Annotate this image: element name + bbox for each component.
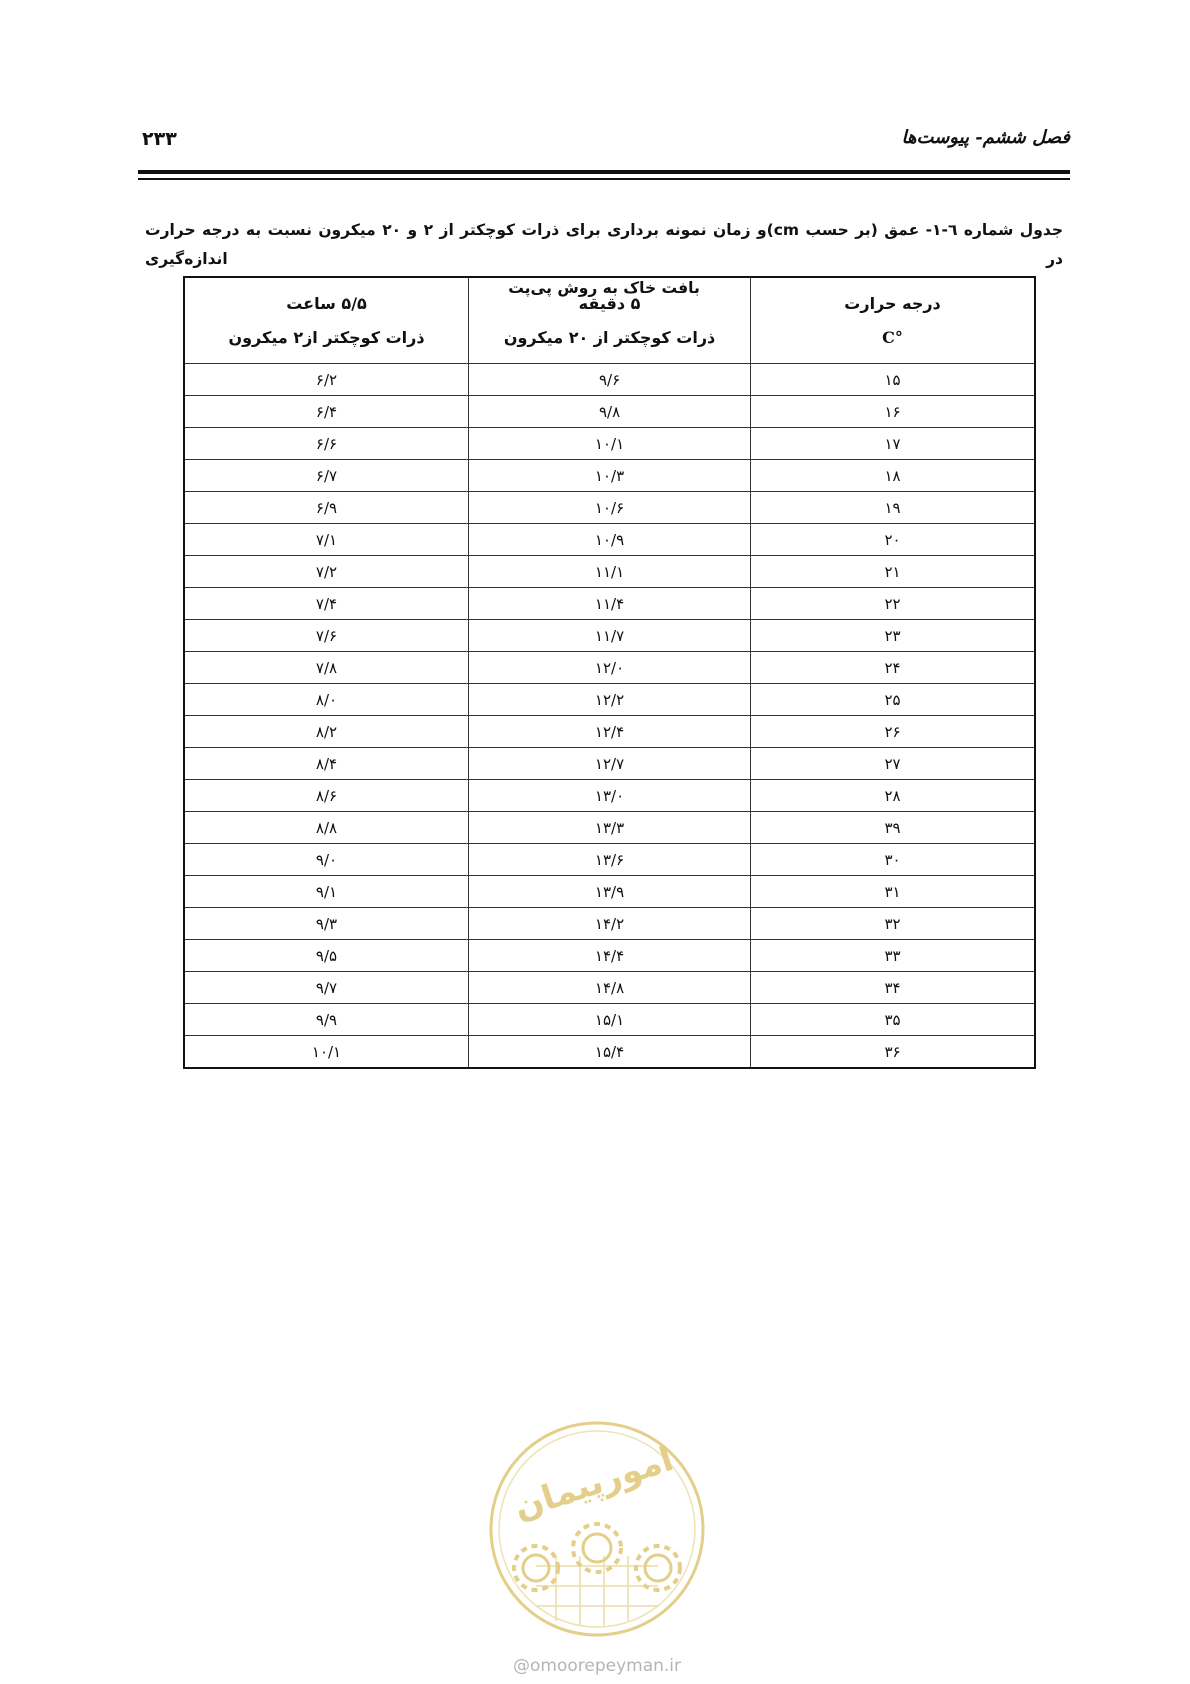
cell-temperature: ۲۱ (751, 556, 1035, 588)
cell-temperature: ۳۶ (751, 1036, 1035, 1069)
cell-temperature: ۲۲ (751, 588, 1035, 620)
table-row (184, 396, 1035, 428)
cell-five-half-hours: ۹/۷ (184, 972, 469, 1004)
header-five-minutes-label: ۵ دقیقه (578, 293, 641, 313)
cell-five-minutes: ۹/۸ (469, 396, 751, 428)
table-row (184, 524, 1035, 556)
cell-temperature: ۳۰ (751, 844, 1035, 876)
table-body (184, 364, 1035, 1069)
table-row (184, 748, 1035, 780)
cell-temperature: ۲۴ (751, 652, 1035, 684)
cell-five-half-hours: ۹/۵ (184, 940, 469, 972)
cell-five-half-hours: ۹/۹ (184, 1004, 469, 1036)
cell-five-half-hours: ۸/۲ (184, 716, 469, 748)
cell-five-minutes: ۱۰/۱ (469, 428, 751, 460)
page-number: ۲۳۳ (142, 128, 177, 150)
table-row (184, 940, 1035, 972)
cell-five-half-hours: ۶/۲ (184, 364, 469, 396)
cell-five-minutes: ۱۰/۶ (469, 492, 751, 524)
cell-five-half-hours: ۹/۰ (184, 844, 469, 876)
header-five-minutes-sub: ذرات کوچکتر از ۲۰ میکرون (503, 327, 716, 347)
cell-temperature: ۳۳ (751, 940, 1035, 972)
cell-temperature: ۲۵ (751, 684, 1035, 716)
cell-five-minutes: ۱۲/۲ (469, 684, 751, 716)
cell-temperature: ۳۵ (751, 1004, 1035, 1036)
cell-five-minutes: ۱۴/۴ (469, 940, 751, 972)
table-row (184, 908, 1035, 940)
header-temperature-label: درجه حرارت (844, 293, 941, 313)
table-row (184, 812, 1035, 844)
watermark-logo (484, 1416, 710, 1642)
table-row (184, 972, 1035, 1004)
cell-five-half-hours: ۸/۶ (184, 780, 469, 812)
watermark-site: @omoorepeyman.ir (512, 1656, 682, 1676)
cell-five-minutes: ۱۵/۴ (469, 1036, 751, 1069)
cell-five-minutes: ۱۲/۴ (469, 716, 751, 748)
cell-temperature: ۲۳ (751, 620, 1035, 652)
cell-five-half-hours: ۷/۶ (184, 620, 469, 652)
cell-temperature: ۲۰ (751, 524, 1035, 556)
cell-five-half-hours: ۷/۴ (184, 588, 469, 620)
cell-five-half-hours: ۶/۶ (184, 428, 469, 460)
cell-five-minutes: ۱۵/۱ (469, 1004, 751, 1036)
caption-line-2: بافت خاک به روش پی‌پت (508, 279, 700, 297)
cell-temperature: ۱۹ (751, 492, 1035, 524)
header-five-half-hours (184, 277, 469, 364)
table-header-row (184, 277, 1035, 364)
cell-five-minutes: ۱۳/۳ (469, 812, 751, 844)
cell-temperature: ۲۷ (751, 748, 1035, 780)
cell-temperature: ۱۷ (751, 428, 1035, 460)
cell-five-half-hours: ۶/۹ (184, 492, 469, 524)
table-row (184, 684, 1035, 716)
cell-temperature: ۳۲ (751, 908, 1035, 940)
logo-text: امورپیمان (509, 1439, 679, 1529)
header-five-half-hours-label: ۵/۵ ساعت (286, 293, 367, 313)
cell-five-minutes: ۱۳/۶ (469, 844, 751, 876)
gear-icon-right (636, 1546, 680, 1590)
cell-temperature: ۳۱ (751, 876, 1035, 908)
cell-temperature: ۲۸ (751, 780, 1035, 812)
table-row (184, 876, 1035, 908)
table-row (184, 844, 1035, 876)
cell-temperature: ۲۶ (751, 716, 1035, 748)
header-temperature (751, 277, 1035, 364)
table-row (184, 492, 1035, 524)
cell-temperature: ۳۹ (751, 812, 1035, 844)
cell-five-minutes: ۱۱/۴ (469, 588, 751, 620)
table-row (184, 588, 1035, 620)
cell-five-minutes: ۱۴/۸ (469, 972, 751, 1004)
header-rule-thick (138, 170, 1070, 174)
cell-temperature: ۱۶ (751, 396, 1035, 428)
cell-five-half-hours: ۷/۲ (184, 556, 469, 588)
table-row (184, 620, 1035, 652)
data-table (183, 276, 1036, 1069)
cell-five-minutes: ۱۱/۱ (469, 556, 751, 588)
cell-five-minutes: ۹/۶ (469, 364, 751, 396)
cell-five-minutes: ۱۱/۷ (469, 620, 751, 652)
cell-five-half-hours: ۶/۷ (184, 460, 469, 492)
cell-five-minutes: ۱۰/۹ (469, 524, 751, 556)
cell-five-half-hours: ۸/۴ (184, 748, 469, 780)
cell-five-half-hours: ۷/۱ (184, 524, 469, 556)
cell-temperature: ۱۸ (751, 460, 1035, 492)
cell-five-minutes: ۱۰/۳ (469, 460, 751, 492)
header-temperature-unit: °C (882, 327, 903, 347)
table-row (184, 556, 1035, 588)
table-row (184, 652, 1035, 684)
cell-five-half-hours: ۹/۳ (184, 908, 469, 940)
cell-five-minutes: ۱۴/۲ (469, 908, 751, 940)
cell-five-half-hours: ۸/۸ (184, 812, 469, 844)
cell-five-minutes: ۱۲/۰ (469, 652, 751, 684)
logo-grid (536, 1556, 658, 1626)
header-rule-thin (138, 178, 1070, 180)
cell-five-half-hours: ۶/۴ (184, 396, 469, 428)
logo-ring (491, 1423, 703, 1635)
cell-five-half-hours: ۷/۸ (184, 652, 469, 684)
running-header: فصل ششم- پیوست‌ها (901, 127, 1070, 148)
cell-five-half-hours: ۹/۱ (184, 876, 469, 908)
cell-five-minutes: ۱۳/۰ (469, 780, 751, 812)
header-five-minutes (469, 277, 751, 364)
gear-icon-center (573, 1524, 621, 1572)
table-row (184, 1036, 1035, 1069)
header-five-half-hours-sub: ذرات کوچکتر از۲ میکرون (228, 327, 425, 347)
table-row (184, 716, 1035, 748)
caption-line-1: جدول شماره ٦-١- عمق (بر حسب cm)و زمان نمونه برداری برای ذرات کوچکتر از ۲ و ۲۰ میکرون نسبت به درجه حرارت در اندازه‌گیری (145, 221, 1063, 268)
cell-temperature: ۱۵ (751, 364, 1035, 396)
cell-temperature: ۳۴ (751, 972, 1035, 1004)
table-row (184, 364, 1035, 396)
table-row (184, 780, 1035, 812)
cell-five-half-hours: ۱۰/۱ (184, 1036, 469, 1069)
cell-five-minutes: ۱۲/۷ (469, 748, 751, 780)
cell-five-minutes: ۱۳/۹ (469, 876, 751, 908)
gear-icon (514, 1546, 558, 1590)
table-row (184, 1004, 1035, 1036)
cell-five-half-hours: ۸/۰ (184, 684, 469, 716)
table-row (184, 460, 1035, 492)
table-row (184, 428, 1035, 460)
